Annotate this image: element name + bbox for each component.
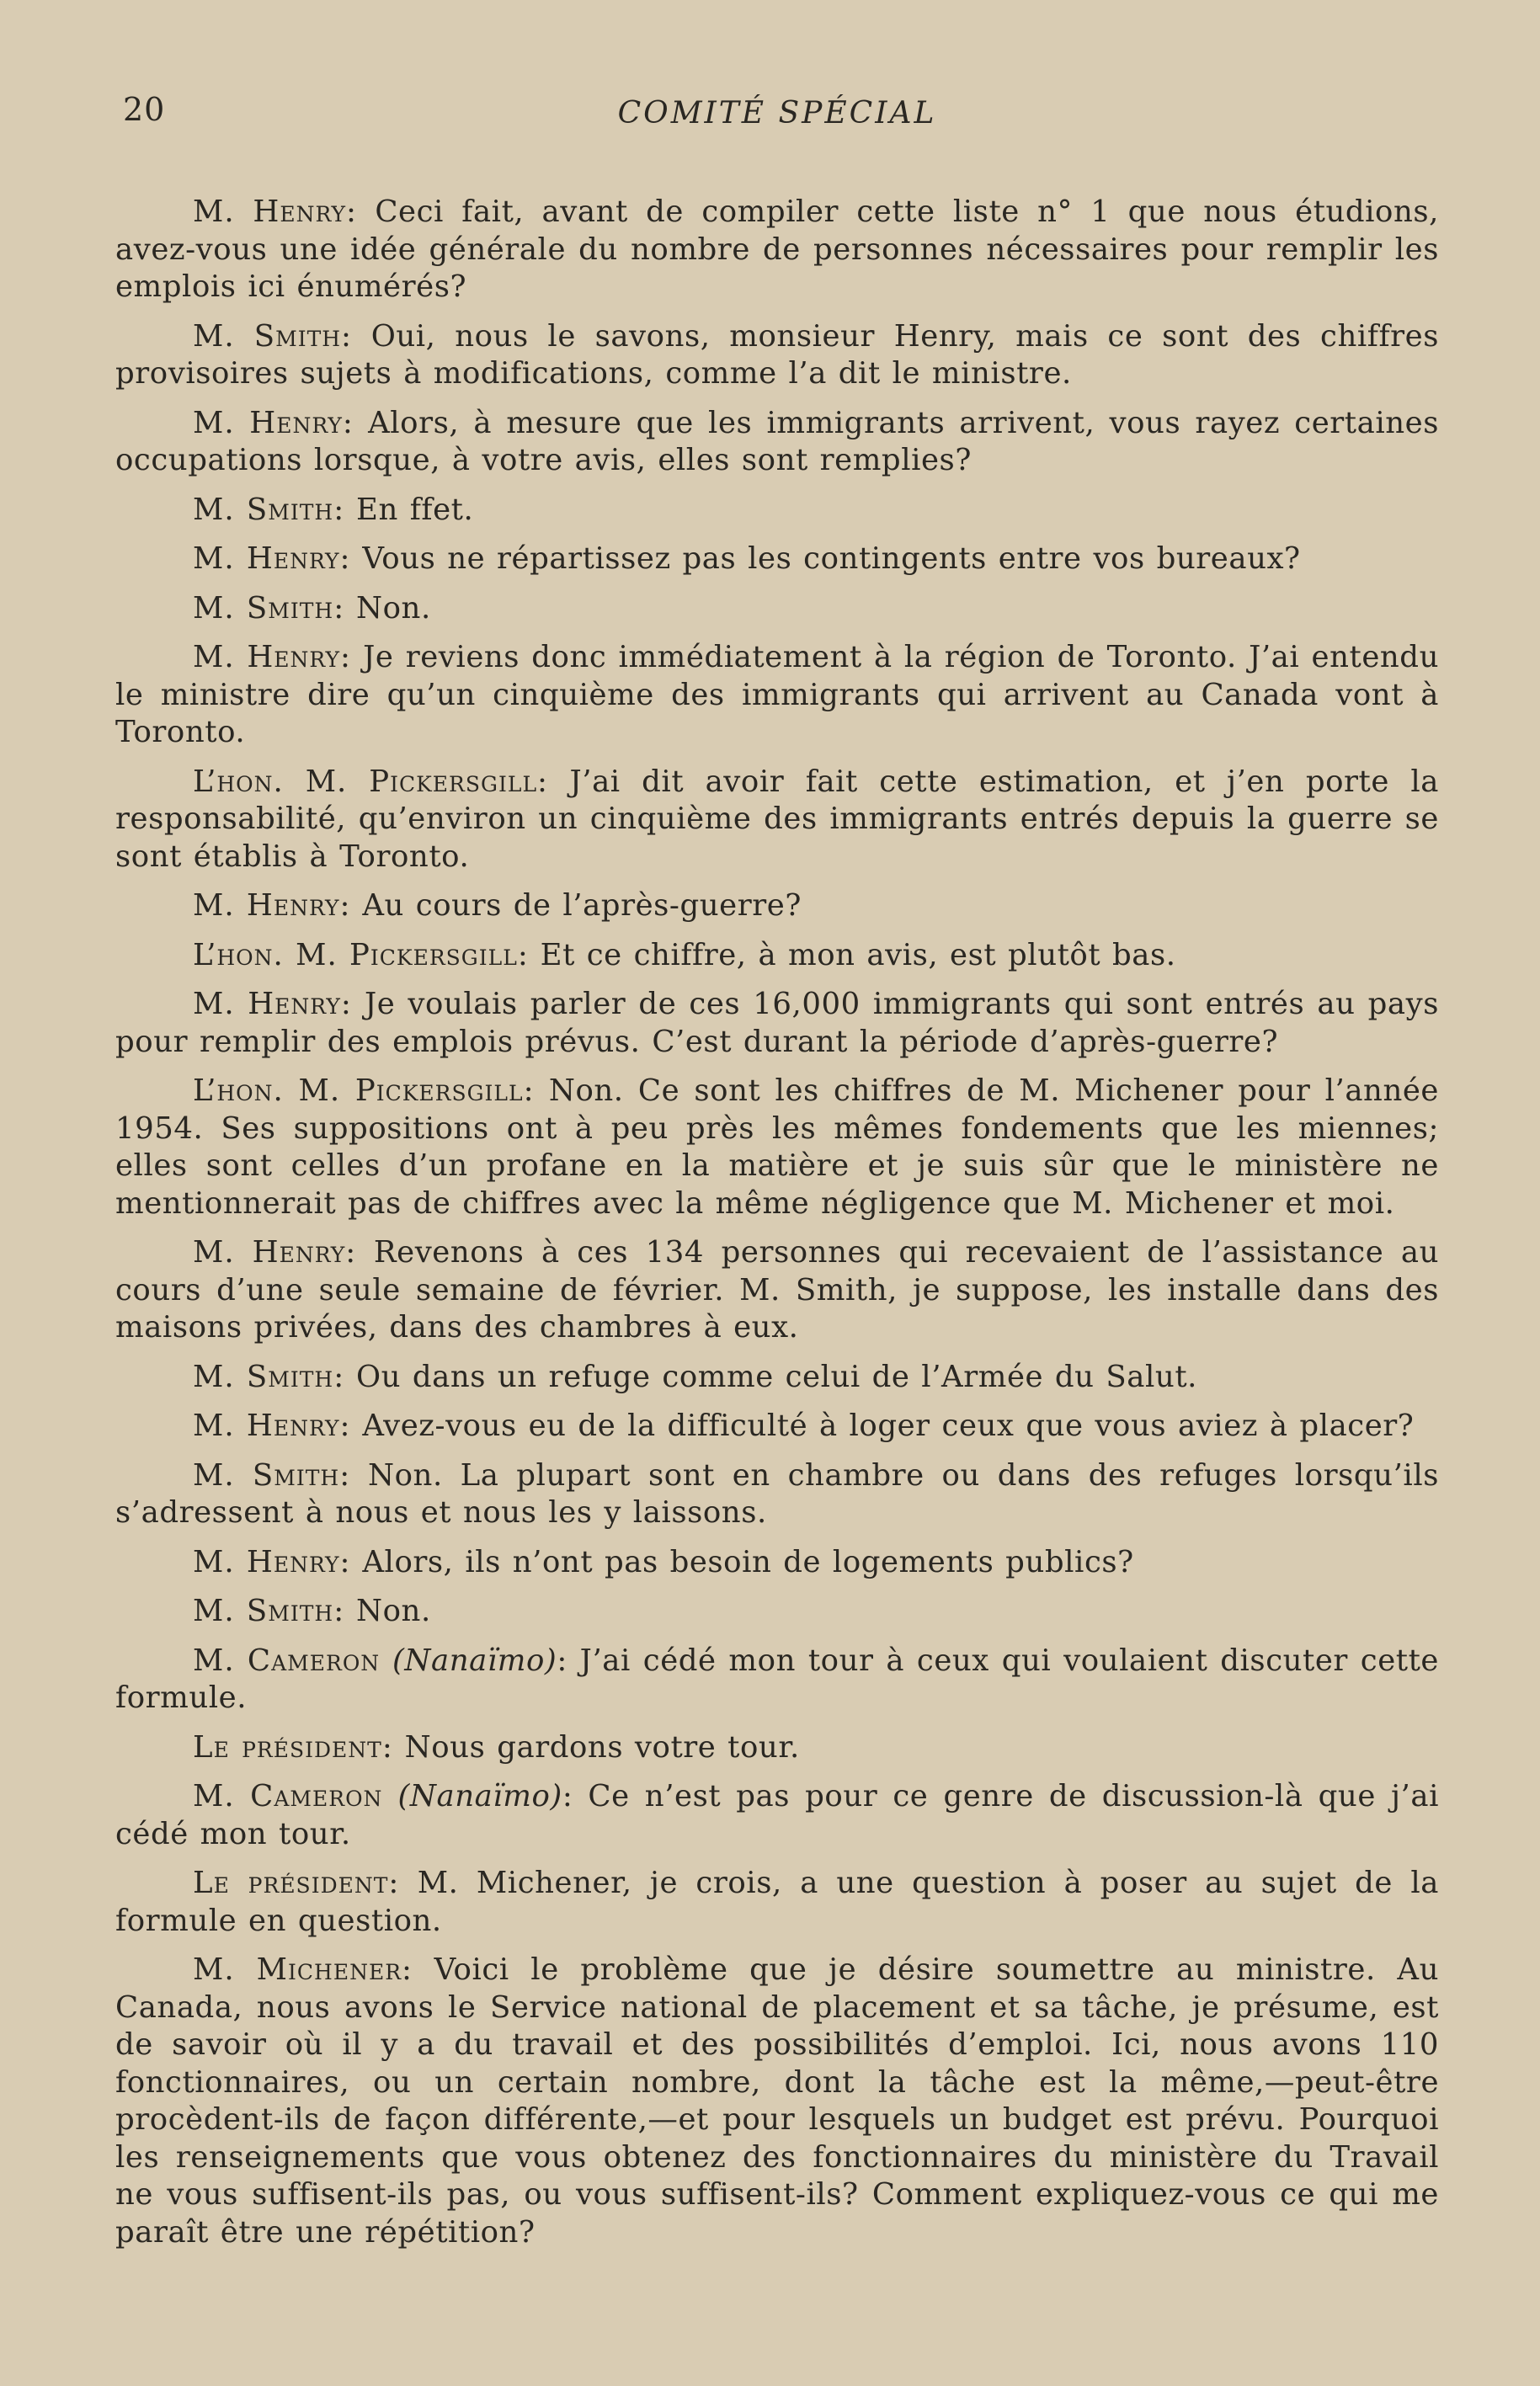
speaker-name: Le président: bbox=[193, 1866, 400, 1900]
paragraph bbox=[115, 194, 1439, 306]
page-header bbox=[115, 91, 1439, 141]
riding-name: (Nanaïmo) bbox=[382, 1779, 562, 1813]
speaker-name: M. Henry: bbox=[193, 987, 352, 1021]
paragraph-text: Non. Ce sont les chiffres de M. Michener pour l’année 1954. Ses suppositions ont à peu près les mêmes fondements que les miennes; elles sont celles d’un profane en la matière et je suis sûr que le ministère ne mentionnerait pas de chiffres avec la même négligence que M. Michener et moi. bbox=[115, 1073, 1439, 1221]
speaker-name: M. Henry: bbox=[193, 1544, 351, 1579]
paragraph-text: : J’ai cédé mon tour à ceux qui voulaient discuter cette formule. bbox=[115, 1643, 1439, 1715]
speaker-name: M. Smith: bbox=[193, 492, 345, 527]
speaker-name: M. Smith: bbox=[193, 1359, 345, 1394]
speaker-name: M. Henry: bbox=[193, 405, 354, 440]
paragraph-text: Je voulais parler de ces 16,000 immigrants qui sont entrés au pays pour remplir des emplois prévus. C’est durant la période d’après-guerre? bbox=[115, 987, 1439, 1059]
paragraph bbox=[115, 405, 1439, 480]
paragraph bbox=[115, 590, 1439, 628]
paragraph-text: Je reviens donc immédiatement à la région de Toronto. J’ai entendu le ministre dire qu’un cinquième des immigrants qui arrivent au Canada vont à Toronto. bbox=[115, 640, 1439, 749]
paragraph-text: Non. bbox=[344, 1594, 431, 1628]
paragraph-text: Non. bbox=[344, 590, 431, 626]
paragraph bbox=[115, 887, 1439, 925]
paragraph bbox=[115, 1729, 1439, 1767]
speaker-name: M. Michener: bbox=[193, 1952, 413, 1987]
speaker-name: M. Henry: bbox=[193, 640, 351, 674]
paragraph-text: Vous ne répartissez pas les contingents entre vos bureaux? bbox=[350, 541, 1301, 576]
paragraph-text: Et ce chiffre, à mon avis, est plutôt bas. bbox=[528, 937, 1176, 972]
paragraph bbox=[115, 1073, 1439, 1222]
paragraph bbox=[115, 1865, 1439, 1940]
paragraph bbox=[115, 639, 1439, 752]
speaker-name: L’hon. M. Pickersgill: bbox=[193, 937, 529, 972]
speaker-name: M. Smith: bbox=[193, 1594, 345, 1628]
paragraph bbox=[115, 764, 1439, 876]
paragraph bbox=[115, 1593, 1439, 1631]
paragraph bbox=[115, 318, 1439, 393]
paragraph-text: Nous gardons votre tour. bbox=[392, 1729, 800, 1765]
paragraph-text: M. Michener, je crois, a une question à poser au sujet de la formule en question. bbox=[115, 1866, 1439, 1938]
paragraph bbox=[115, 1234, 1439, 1347]
paragraph-text: Avez-vous eu de la difficulté à loger ceux que vous aviez à placer? bbox=[350, 1409, 1415, 1443]
paragraph bbox=[115, 1952, 1439, 2251]
speaker-name: M. Smith: bbox=[193, 318, 353, 354]
paragraph-text: Alors, à mesure que les immigrants arrivent, vous rayez certaines occupations lorsque, à votre avis, elles sont remplies? bbox=[115, 405, 1439, 477]
paragraph-text: Ou dans un refuge comme celui de l’Armée du Salut. bbox=[344, 1359, 1197, 1394]
speaker-name: L’hon. M. Pickersgill: bbox=[193, 764, 549, 799]
paragraph-text: Non. La plupart sont en chambre ou dans des refuges lorsqu’ils s’adressent à nous et nous les y laissons. bbox=[115, 1457, 1439, 1530]
paragraph bbox=[115, 1643, 1439, 1718]
paragraph bbox=[115, 492, 1439, 530]
running-title: COMITÉ SPÉCIAL bbox=[617, 96, 937, 130]
riding-name: (Nanaïmo) bbox=[380, 1643, 557, 1678]
speaker-name: M. Cameron bbox=[193, 1643, 381, 1678]
paragraph-text: : Ce n’est pas pour ce genre de discussion-là que j’ai cédé mon tour. bbox=[115, 1779, 1439, 1851]
paragraph bbox=[115, 1457, 1439, 1532]
paragraph-text: Au cours de l’après-guerre? bbox=[350, 888, 802, 923]
speaker-name: M. Smith: bbox=[193, 1457, 351, 1493]
paragraph-text: Oui, nous le savons, monsieur Henry, mais ce sont des chiffres provisoires sujets à modifications, comme l’a dit le ministre. bbox=[115, 318, 1439, 391]
paragraph-text: J’ai dit avoir fait cette estimation, et j’en porte la responsabilité, qu’environ un cinquième des immigrants entrés depuis la guerre se sont établis à Toronto. bbox=[115, 764, 1439, 874]
paragraph bbox=[115, 1408, 1439, 1446]
page-number: 20 bbox=[123, 91, 166, 128]
paragraph-text: Alors, ils n’ont pas besoin de logements publics? bbox=[350, 1544, 1134, 1579]
speaker-name: M. Smith: bbox=[193, 590, 345, 626]
paragraph-text: En ffet. bbox=[344, 492, 474, 527]
paragraph bbox=[115, 541, 1439, 578]
paragraph bbox=[115, 937, 1439, 975]
paragraph-text: Revenons à ces 134 personnes qui recevaient de l’assistance au cours d’une seule semaine de février. M. Smith, je suppose, les installe dans des maisons privées, dans des chambres à eux. bbox=[115, 1235, 1439, 1345]
speaker-name: M. Henry: bbox=[193, 541, 351, 576]
speaker-name: M. Henry: bbox=[193, 194, 358, 229]
speaker-name: Le président: bbox=[193, 1729, 393, 1765]
speaker-name: M. Henry: bbox=[193, 888, 351, 923]
paragraph-text: Ceci fait, avant de compiler cette liste n° 1 que nous étudions, avez-vous une idée générale du nombre de personnes nécessaires pour remplir les emplois ici énumérés? bbox=[115, 194, 1439, 304]
speaker-name: L’hon. M. Pickersgill: bbox=[193, 1073, 535, 1108]
paragraph-text: Voici le problème que je désire soumettre au ministre. Au Canada, nous avons le Service national de placement et sa tâche, je présume, est de savoir où il y a du travail et des possibilités d’emploi. Ici, nous avons 110 fonctionnaires, ou un certain nombre, dont la tâche est la même,—peut-être procèdent-ils de façon différente,—et pour lesquels un budget est prévu. Pourquoi les renseignements que vous obtenez des fonctionnaires du ministère du Travail ne vous suffisent-ils pas, ou vous suffisent-ils? Comment expliquez-vous ce qui me paraît être une répétition? bbox=[115, 1952, 1439, 2250]
speaker-name: M. Cameron bbox=[193, 1779, 383, 1813]
speaker-name: M. Henry: bbox=[193, 1235, 357, 1270]
paragraph bbox=[115, 986, 1439, 1061]
paragraph bbox=[115, 1359, 1439, 1397]
speaker-name: M. Henry: bbox=[193, 1409, 351, 1443]
paragraph bbox=[115, 1544, 1439, 1582]
paragraph bbox=[115, 1778, 1439, 1853]
